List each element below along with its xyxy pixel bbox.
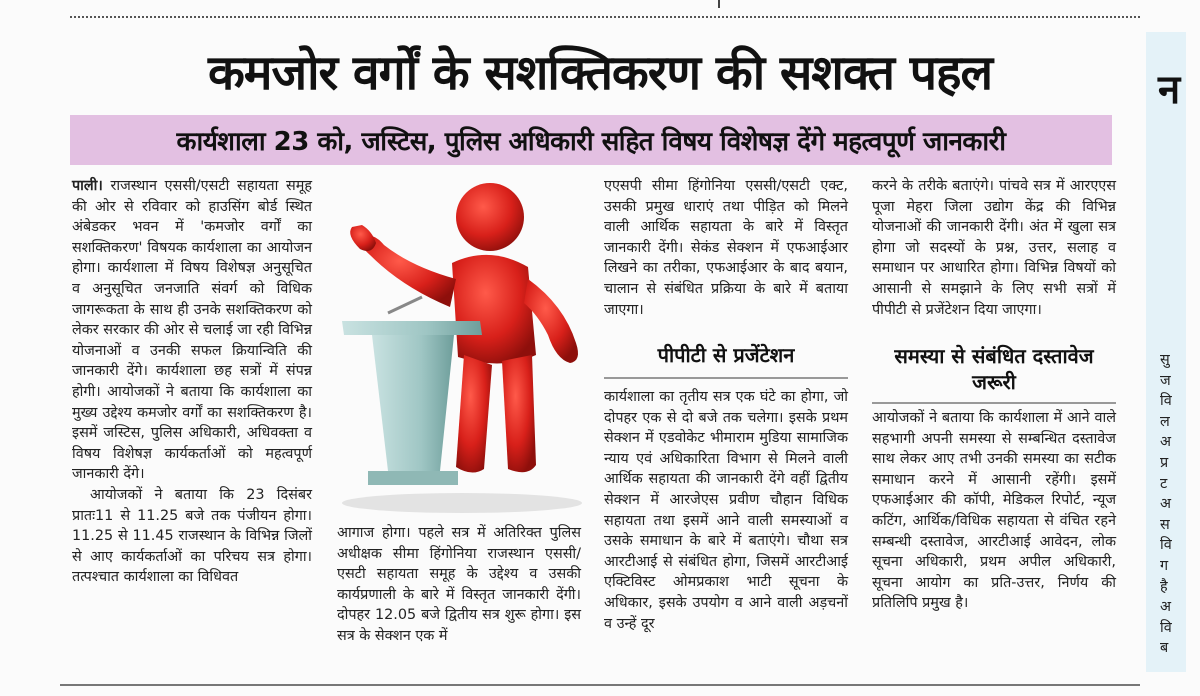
adjacent-text-fragments	[1160, 350, 1200, 659]
fragment-line: अ	[1160, 434, 1171, 451]
top-mark	[718, 0, 720, 8]
column-1	[72, 176, 312, 588]
fragment-line: ट	[1160, 475, 1168, 492]
fragment-line: सु	[1160, 352, 1170, 368]
fragment-line: ब	[1160, 640, 1169, 657]
fragment-line: वि	[1160, 537, 1172, 554]
col3-para-2: कार्यशाला का तृतीय सत्र एक घंटे का होगा, जो दोपहर एक से दो बजे तक चलेगा। इसके प्रथम सेक्शन में एडवोकेट भीमाराम मुडिया सामाजिक न्याय एवं अधिकारिता विभाग से मिलने वाली आर्थिक सहायता की जानकारी देंगे वहीं द्वितीय सेक्शन में आरजेएस प्रवीण चौहान विधिक सहायता तथा इसमें आने वाली समस्याओं व उसके समाधान के बारे में बताएंगे। चौथा सत्र आरटीआई से संबंधित होगा, जिसमें आरटीआई एक्टिविस्ट ओमप्रकाश भाटी सूचना के अधिकार, इसके उपयोग व आने वाली अड़चनों व उन्हें दूर	[604, 389, 848, 632]
fragment-line: ग	[1160, 557, 1169, 574]
headline: कमजोर वर्गों के सशक्तिकरण की सशक्त पहल	[207, 45, 993, 101]
dateline: पाली।	[72, 178, 103, 194]
subhead-ppt-rule	[604, 377, 848, 379]
speaker-at-podium-icon	[332, 175, 594, 515]
col3-para-1: एएसपी सीमा हिंगोनिया एससी/एसटी एक्ट, उसकी प्रमुख धाराएं तथा पीड़ित को मिलने वाली आर्थिक सहायता के बारे में विस्तृत जानकारी देंगी। सेकंड सेक्शन में एफआईआर लिखने का तरीका, एफआईआर के बाद बयान, चालान से संबंधित प्रक्रिया के बारे में बताया जाएगा।	[604, 178, 848, 318]
fragment-line: वि	[1160, 619, 1172, 636]
adjacent-article-panel	[1146, 32, 1186, 672]
fragment-line: है	[1160, 578, 1168, 595]
col1-para-1	[72, 176, 312, 485]
col4-para-2: आयोजकों ने बताया कि कार्यशाला में आने वाले सहभागी अपनी समस्या से सम्बन्धित दस्तावेज साथ लेकर आए तभी उनकी समस्या का सटीक समाधान करने में आसानी रहेंगी। इसमें एफआईआर की कॉपी, मेडिकल रिपोर्ट, न्यूज कटिंग, आर्थिक/विधिक सहायता से वंचित रहने सम्बन्धी दस्तावेज, आरटीआई आवेदन, लोक सूचना अधिकारी, प्रथम अपील अधिकारी, सूचना आयोग का प्रति-उत्तर, निर्णय की प्रतिलिपि प्रमुख है।	[872, 410, 1116, 612]
column-4-top	[872, 176, 1116, 320]
top-rule	[70, 16, 1140, 18]
subhead-documents-rule	[872, 402, 1116, 404]
speaker-illustration	[332, 175, 594, 515]
fragment-line: ल	[1160, 413, 1170, 430]
column-3-top	[604, 176, 848, 320]
fragment-line: स	[1160, 516, 1170, 533]
fragment-line: अ	[1160, 496, 1171, 513]
column-2	[337, 523, 581, 647]
adjacent-headline-fragment: न	[1158, 67, 1181, 113]
column-4-bottom	[872, 408, 1116, 614]
col4-para-1: करने के तरीके बताएंगे। पांचवे सत्र में आरएएस पूजा मेहरा जिला उद्योग केंद्र की विभिन्न योजनाओं की जानकारी देंगी। अंत में खुला सत्र होगा जो सदस्यों के प्रश्न, उत्तर, सलाह व समाधान पर आधारित होगा। विभिन्न विषयों को आसानी से समझाने के लिए सभी सत्रों में पीपीटी से प्रजेंटेशन दिया जाएगा।	[872, 178, 1116, 318]
column-3-bottom	[604, 387, 848, 634]
fragment-line: अ	[1160, 599, 1171, 616]
fragment-line: ज	[1160, 372, 1171, 389]
subhead-ppt: पीपीटी से प्रजेंटेशन	[657, 343, 795, 367]
fragment-line: प्र	[1160, 454, 1169, 471]
subheadline: कार्यशाला 23 को, जस्टिस, पुलिस अधिकारी सहित विषय विशेषज्ञ देंगे महत्वपूर्ण जानकारी	[176, 127, 1006, 157]
bottom-rule	[60, 684, 1140, 686]
subhead-documents: समस्या से संबंधित दस्तावेज जरूरी	[894, 344, 1094, 394]
fragment-line: वि	[1160, 393, 1172, 410]
subheadline-bar	[70, 115, 1112, 165]
col1-text-1: राजस्थान एससी/एसटी सहायता समूह की ओर से रविवार को हाउसिंग बोर्ड स्थित अंबेडकर भवन में 'कमजोर वर्गों का सशक्तिकरण' विषयक कार्यशाला का आयोजन होगा। कार्यशाला में विषय विशेषज्ञ अनुसूचित व अनुसूचित जनजाति संवर्ग को विधिक जागरूकता के साथ ही उनके सशक्तिकरण को लेकर सरकार की ओर से चलाई जा रही विभिन्न योजनाओं व उनकी सफल क्रियान्विति की जानकारी देंगे। कार्यशाला छह सत्रों में संपन्न होगी। आयोजकों ने बताया कि कार्यशाला का मुख्य उद्देश्य कमजोर वर्गों का सशक्तिकरण है। इसमें जस्टिस, पुलिस अधिकारी, अधिवक्ता व विषय विशेषज्ञ कार्यकर्ताओं को महत्वपूर्ण जानकारी देंगे।	[72, 178, 312, 483]
col1-para-2: आयोजकों ने बताया कि 23 दिसंबर प्रातः11 से 11.25 बजे तक पंजीयन होगा। 11.25 से 11.45 राजस्थान के विभिन्न जिलों से आए कार्यकर्ताओं का परिचय सत्र होगा। तत्पश्चात कार्यशाला का विधिवत	[72, 486, 312, 586]
col2-para-1: आगाज होगा। पहले सत्र में अतिरिक्त पुलिस अधीक्षक सीमा हिंगोनिया राजस्थान एससी/एसटी सहायता समूह के उद्देश्य व उसकी कार्यप्रणाली के बारे में विस्तृत जानकारी देंगी। दोपहर 12.05 बजे द्वितीय सत्र शुरू होगा। इस सत्र के सेक्शन एक में	[337, 525, 581, 644]
